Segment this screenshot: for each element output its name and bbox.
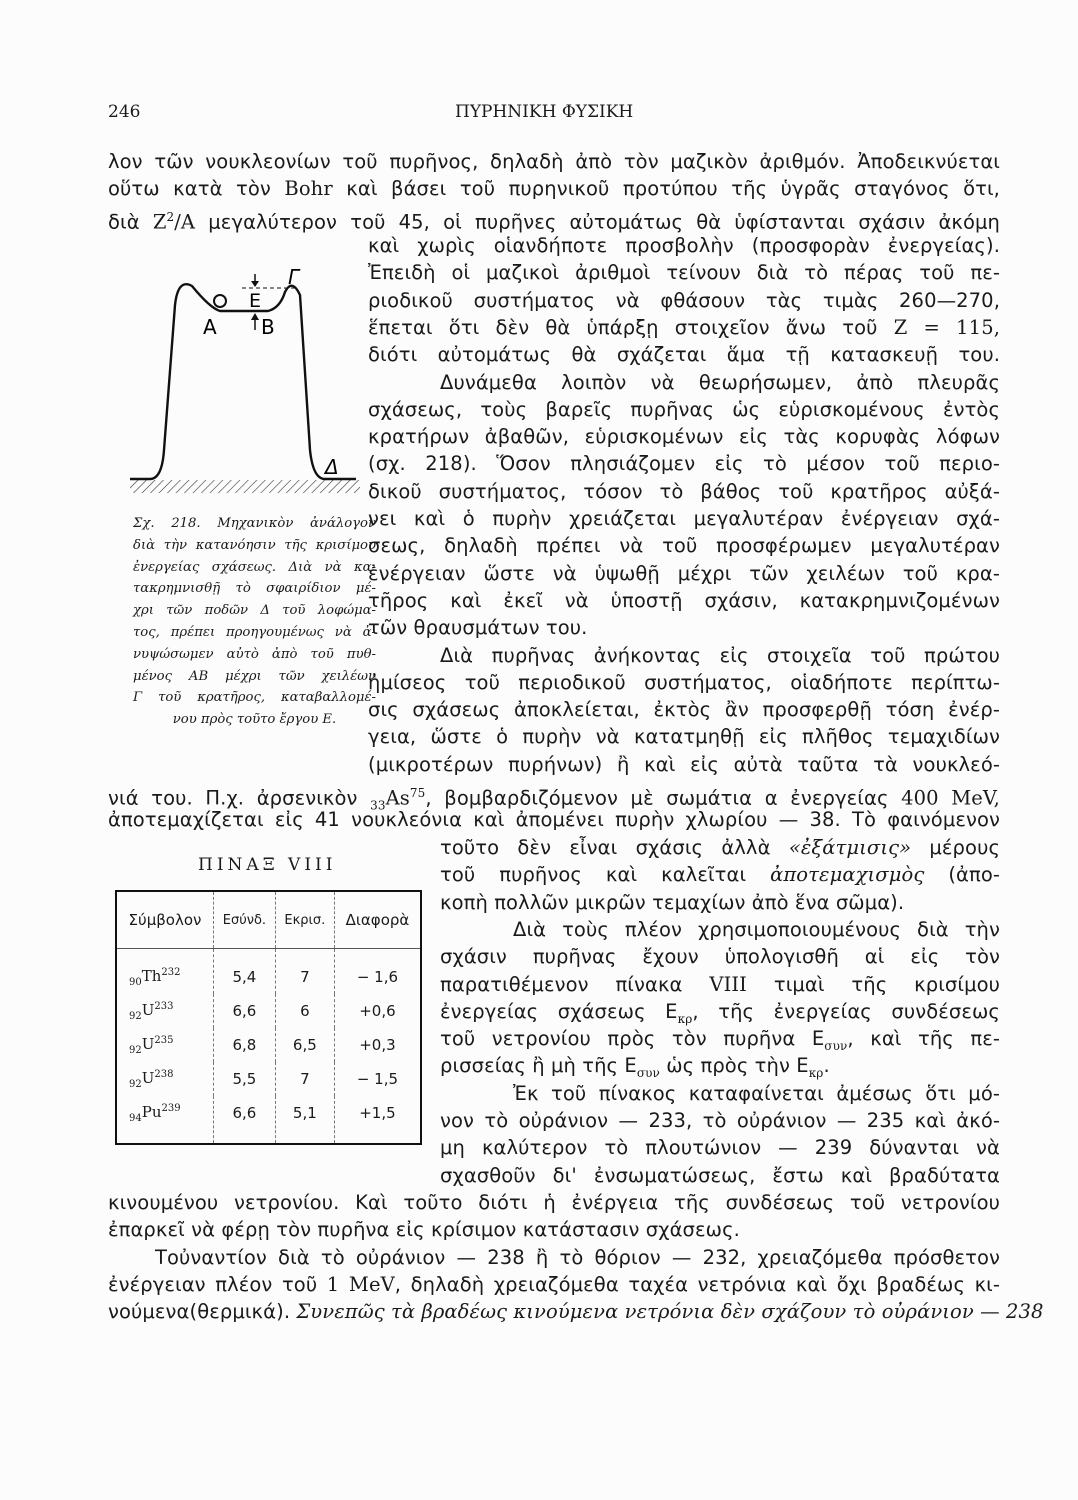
label-e: E xyxy=(249,290,262,312)
text-segment: , καὶ τῆς πε- xyxy=(847,1027,1000,1051)
text-segment: . xyxy=(823,1054,830,1078)
atomic-number: 92 xyxy=(129,1010,142,1022)
text-segment: 75 xyxy=(409,786,426,800)
text-line: διότι αὐτομάτως θὰ σχάζεται ἅμα τῇ κατασκευῇ του. xyxy=(368,343,1000,367)
caption-line: τακρημνισθῇ τὸ σφαιρίδιον μέ- xyxy=(133,581,376,597)
text-line: τῶν θραυσμάτων του. xyxy=(368,616,588,640)
text-line xyxy=(108,1273,1000,1297)
text-segment: Z xyxy=(152,210,167,234)
cell-symbol xyxy=(116,1062,213,1096)
cell-difference: − 1,6 xyxy=(334,949,421,995)
text-segment: ἐνέργειαν πλέον τοῦ xyxy=(108,1272,327,1296)
label-b: B xyxy=(261,315,275,339)
element: Pu xyxy=(141,1102,162,1121)
text-segment: 400 MeV, xyxy=(901,786,1000,810)
text-line: Δυνάμεθα λοιπὸν νὰ θεωρήσωμεν, ἀπὸ πλευρᾶς xyxy=(440,370,1000,394)
text-line: Διὰ πυρῆνας ἀνήκοντας εἰς στοιχεῖα τοῦ πρώτου xyxy=(440,643,1000,667)
element: U xyxy=(141,1068,155,1087)
cell-binding: 6,6 xyxy=(213,994,275,1028)
text-line: Ἐκ τοῦ πίνακος καταφαίνεται ἀμέσως ὅτι μό- xyxy=(513,1081,1000,1105)
col-header-symbol: Σύμβολον xyxy=(116,891,213,949)
text-line xyxy=(368,316,1000,340)
cell-symbol xyxy=(116,949,213,995)
text-line: ἡμίσεος τοῦ περιοδικοῦ συστήματος, οἱαδήποτε περίπτω- xyxy=(368,670,1000,694)
text-segment: τοῦ νετρονίου πρὸς τὸν πυρῆνα E xyxy=(440,1027,825,1051)
text-segment: κρ xyxy=(808,1066,824,1081)
cell-critical: 7 xyxy=(275,949,334,995)
text-segment: /A xyxy=(174,210,196,234)
element: Th xyxy=(141,966,162,985)
text-line: γεια, ὥστε ὁ πυρὴν νὰ κατατμηθῇ εἰς πλῆθος τεμαχιδίων xyxy=(368,725,1000,749)
text-line: κινουμένου νετρονίου. Καὶ τοῦτο διότι ἡ ἐνέργεια τῆς συνδέσεως τοῦ νετρονίου xyxy=(108,1191,1000,1214)
table-title: ΠΙΝΑΞ VIII xyxy=(198,855,337,875)
page-number: 246 xyxy=(108,102,141,122)
text-segment: μέρους xyxy=(911,836,1000,859)
text-line: σχάσεως, τοὺς βαρεῖς πυρῆνας ὡς εὑρισκομένους ἐντὸς xyxy=(368,397,1000,421)
caption-line: χρι τῶν ποδῶν Δ τοῦ λοφώμα- xyxy=(133,603,376,619)
text-line: ἐπαρκεῖ νὰ φέρῃ τὸν πυρῆνα εἰς κρίσιμον κατάστασιν σχάσεως. xyxy=(108,1218,740,1242)
caption-line: μένος AB μέχρι τῶν χειλέων xyxy=(133,668,376,684)
element: U xyxy=(141,1000,155,1019)
text-line: σχάσιν πυρῆνας ἔχουν ὑπολογισθῆ αἱ εἰς τὸν xyxy=(440,945,1000,969)
text-line: ἀποτεμαχίζεται εἰς 41 νουκλεόνια καὶ ἀπομένει πυρὴν χλωρίου — 38. Τὸ φαινόμενον xyxy=(108,808,1000,832)
text-line: σεως, δηλαδὴ πρέπει νὰ τοῦ προσφέρωμεν μεγαλυτέραν xyxy=(368,534,1000,558)
text-line: σχασθοῦν δι' ἐνσωματώσεως, ἔστω καὶ βραδύτατα xyxy=(440,1163,1000,1187)
text-segment: νιά του. Π.χ. ἀρσενικὸν xyxy=(108,786,371,810)
mass-number: 235 xyxy=(154,1034,174,1046)
element: U xyxy=(141,1034,155,1053)
atomic-number: 92 xyxy=(129,1044,142,1056)
text-line: λον τῶν νουκλεονίων τοῦ πυρῆνος, δηλαδὴ ἀπὸ τὸν μαζικὸν ἀριθμόν. Ἀποδεικνύεται xyxy=(108,150,1000,173)
mass-number: 238 xyxy=(154,1068,174,1080)
ground-hatching xyxy=(130,480,360,493)
text-line xyxy=(108,177,1000,201)
table-row xyxy=(116,1028,421,1062)
caption-line: νου πρὸς τοῦτο ἔργου E. xyxy=(172,712,337,728)
text-segment: 33 xyxy=(370,798,386,813)
caption-line: διὰ τὴν κατανόησιν τῆς κρισίμου xyxy=(133,537,376,553)
text-line: σις σχάσεως ἀποκλείεται, ἐκτὸς ἂν προσφερθῇ τόση ἐνέρ- xyxy=(368,698,1000,722)
text-segment: , δηλαδὴ χρειαζόμεθα ταχέα νετρόνια καὶ ὄχι βραδέως κι- xyxy=(394,1272,1000,1296)
mass-number: 239 xyxy=(161,1102,181,1114)
text-line: (μικροτέρων πυρήνων) ἢ καὶ εἰς αὐτὰ ταῦτα τὰ νουκλεό- xyxy=(368,752,1000,776)
text-segment: νούμενα(θερμικά). xyxy=(108,1300,297,1324)
hill-profile xyxy=(130,284,356,479)
caption-line: τος, πρέπει προηγουμένως νὰ ἀ- xyxy=(133,625,376,640)
text-segment: μεγαλύτερον τοῦ 45, οἱ πυρῆνες αὐτομάτως θὰ ὑφίστανται σχάσιν ἀκόμη xyxy=(195,210,1000,234)
label-a: A xyxy=(203,315,217,339)
text-segment: Z = 115, xyxy=(893,315,1000,339)
table-row xyxy=(116,1062,421,1096)
label-gamma: Γ xyxy=(288,265,300,289)
crater-hill-diagram xyxy=(130,250,380,500)
text-line: νον τὸ οὐράνιον — 233, τὸ οὐράνιον — 235 καὶ ἀκό- xyxy=(440,1109,1000,1132)
cell-binding: 6,6 xyxy=(213,1096,275,1144)
cell-binding: 5,5 xyxy=(213,1062,275,1096)
text-segment: ὡς πρὸς τὴν E xyxy=(659,1054,809,1078)
text-segment: ἀποτεμαχισμὸς xyxy=(770,863,925,887)
table-row xyxy=(116,1096,421,1144)
text-segment: VIII xyxy=(709,972,747,996)
text-line: τῆρος καὶ ἐκεῖ νὰ ὑποστῇ σχάσιν, κατακρημνιζομένων xyxy=(368,588,1000,612)
caption-line: νυψώσωμεν αὐτὸ ἀπὸ τοῦ πυθ- xyxy=(133,646,376,662)
text-line: Τοὐναντίον διὰ τὸ οὐράνιον — 238 ἢ τὸ θόριον — 232, χρειαζόμεθα πρόσθετον xyxy=(155,1245,1000,1269)
cell-difference: +0,3 xyxy=(334,1028,421,1062)
caption-line: ἐνεργείας σχάσεως. Διὰ νὰ κα- xyxy=(133,559,376,575)
atomic-number: 94 xyxy=(129,1112,142,1124)
text-segment: διὰ xyxy=(108,210,153,234)
col-header-binding: Eσύνδ. xyxy=(213,891,275,949)
text-segment: τιμαὶ τῆς κρισίμου xyxy=(746,972,1000,996)
cell-difference: +1,5 xyxy=(334,1096,421,1144)
text-segment: (ἀπο- xyxy=(924,863,1000,887)
table-row xyxy=(116,949,421,995)
cell-binding: 6,8 xyxy=(213,1028,275,1062)
text-segment: As xyxy=(385,786,410,810)
text-segment: ἕπεται ὅτι δὲν θὰ ὑπάρξῃ στοιχεῖον ἄνω τοῦ xyxy=(368,315,894,339)
cell-difference: − 1,5 xyxy=(334,1062,421,1096)
text-line: κρατήρων ἀβαθῶν, εὑρισκομένων εἰς τὰς κορυφὰς λόφων xyxy=(368,425,1000,449)
text-segment: 1 MeV xyxy=(326,1272,395,1296)
text-segment: κρ xyxy=(677,1011,693,1026)
col-header-critical: Eκρισ. xyxy=(275,891,334,949)
text-line: ριοδικοῦ συστήματος νὰ φθάσουν τὰς τιμὰς 260—270, xyxy=(368,288,1000,312)
text-line: Ἐπειδὴ οἱ μαζικοὶ ἀριθμοὶ τείνουν διὰ τὸ πέρας τοῦ πε- xyxy=(368,261,1000,285)
text-line: δικοῦ συστήματος, τόσον τὸ βάθος τοῦ κρατῆρος αὐξά- xyxy=(368,479,1000,503)
caption-line: Γ τοῦ κρατῆρος, καταβαλλομέ- xyxy=(133,690,376,706)
text-segment: παρατιθέμενον πίνακα xyxy=(440,972,710,996)
text-segment: οὕτω κατὰ τὸν xyxy=(108,177,285,201)
text-segment: Bohr xyxy=(284,177,333,201)
text-line xyxy=(440,973,1000,997)
cell-critical: 6,5 xyxy=(275,1028,334,1062)
label-delta: Δ xyxy=(325,455,339,479)
text-segment: , βομβαρδιζόμενον μὲ σωμάτια α ἐνεργείας xyxy=(425,786,902,810)
mass-number: 232 xyxy=(161,966,181,978)
text-segment: «ἐξάτμισις» xyxy=(788,836,912,859)
running-title: ΠΥΡΗΝΙΚΗ ΦΥΣΙΚΗ xyxy=(455,102,634,122)
text-line: μη καλύτερον τὸ πλουτώνιον — 239 δύνανται νὰ xyxy=(440,1136,1000,1160)
caption-line: Σχ. 218. Μηχανικὸν ἀνάλογον xyxy=(133,516,376,531)
text-segment: τοῦτο δὲν εἶναι σχάσις ἀλλὰ xyxy=(440,836,789,859)
text-line xyxy=(440,863,1000,887)
text-line xyxy=(440,836,1000,860)
text-line: νει καὶ ὁ πυρὴν χρειάζεται μεγαλυτέραν ἐνέργειαν σχά- xyxy=(368,507,1000,530)
atomic-number: 90 xyxy=(129,976,142,988)
text-line: κοπὴ πολλῶν μικρῶν τεμαχίων ἀπὸ ἕνα σῶμα). xyxy=(440,890,905,914)
cell-symbol xyxy=(116,1096,213,1144)
cell-critical: 6 xyxy=(275,994,334,1028)
text-line xyxy=(440,1000,1000,1031)
text-segment: συν xyxy=(636,1066,660,1081)
text-segment: καὶ βάσει τοῦ πυρηνικοῦ προτύπου τῆς ὑγρᾶς σταγόνος ὅτι, xyxy=(332,177,1000,201)
ball-icon xyxy=(214,295,226,307)
text-line xyxy=(440,1054,1000,1085)
text-segment: Συνεπῶς τὰ βραδέως κινούμενα νετρόνια δὲν σχάζουν τὸ οὐράνιον — 238 xyxy=(296,1300,1044,1324)
cell-critical: 5,1 xyxy=(275,1096,334,1144)
text-line: (σχ. 218). Ὅσον πλησιάζομεν εἰς τὸ μέσον τοῦ περιο- xyxy=(368,452,1000,476)
cell-symbol xyxy=(116,1028,213,1062)
atomic-number: 92 xyxy=(129,1078,142,1090)
col-header-difference: Διαφορὰ xyxy=(334,891,421,949)
cell-difference: +0,6 xyxy=(334,994,421,1028)
cell-critical: 7 xyxy=(275,1062,334,1096)
text-segment: ἐνεργείας σχάσεως E xyxy=(440,999,678,1023)
text-segment: τοῦ πυρῆνος καὶ καλεῖται xyxy=(440,863,771,887)
text-line: Διὰ τοὺς πλέον χρησιμοποιουμένους διὰ τὴν xyxy=(513,917,1000,941)
text-line xyxy=(108,205,1000,235)
text-segment: ρισσείας ἢ μὴ τῆς E xyxy=(440,1054,637,1078)
text-line xyxy=(108,1300,1044,1324)
text-segment: , τῆς ἐνεργείας συνδέσεως xyxy=(692,999,1000,1023)
cell-binding: 5,4 xyxy=(213,949,275,995)
text-segment: 2 xyxy=(166,209,175,224)
text-line xyxy=(440,1027,1000,1058)
cell-symbol xyxy=(116,994,213,1028)
text-segment: συν xyxy=(824,1038,848,1053)
energy-table xyxy=(115,890,422,1145)
text-line: ἐνέργειαν ὥστε νὰ ὑψωθῇ μέχρι τῶν χειλέων τοῦ κρα- xyxy=(368,561,1000,585)
table-row xyxy=(116,994,421,1028)
mass-number: 233 xyxy=(154,1000,174,1012)
text-line: καὶ χωρὶς οἱανδήποτε προσβολὴν (προσφορὰν ἐνεργείας). xyxy=(368,234,1000,257)
